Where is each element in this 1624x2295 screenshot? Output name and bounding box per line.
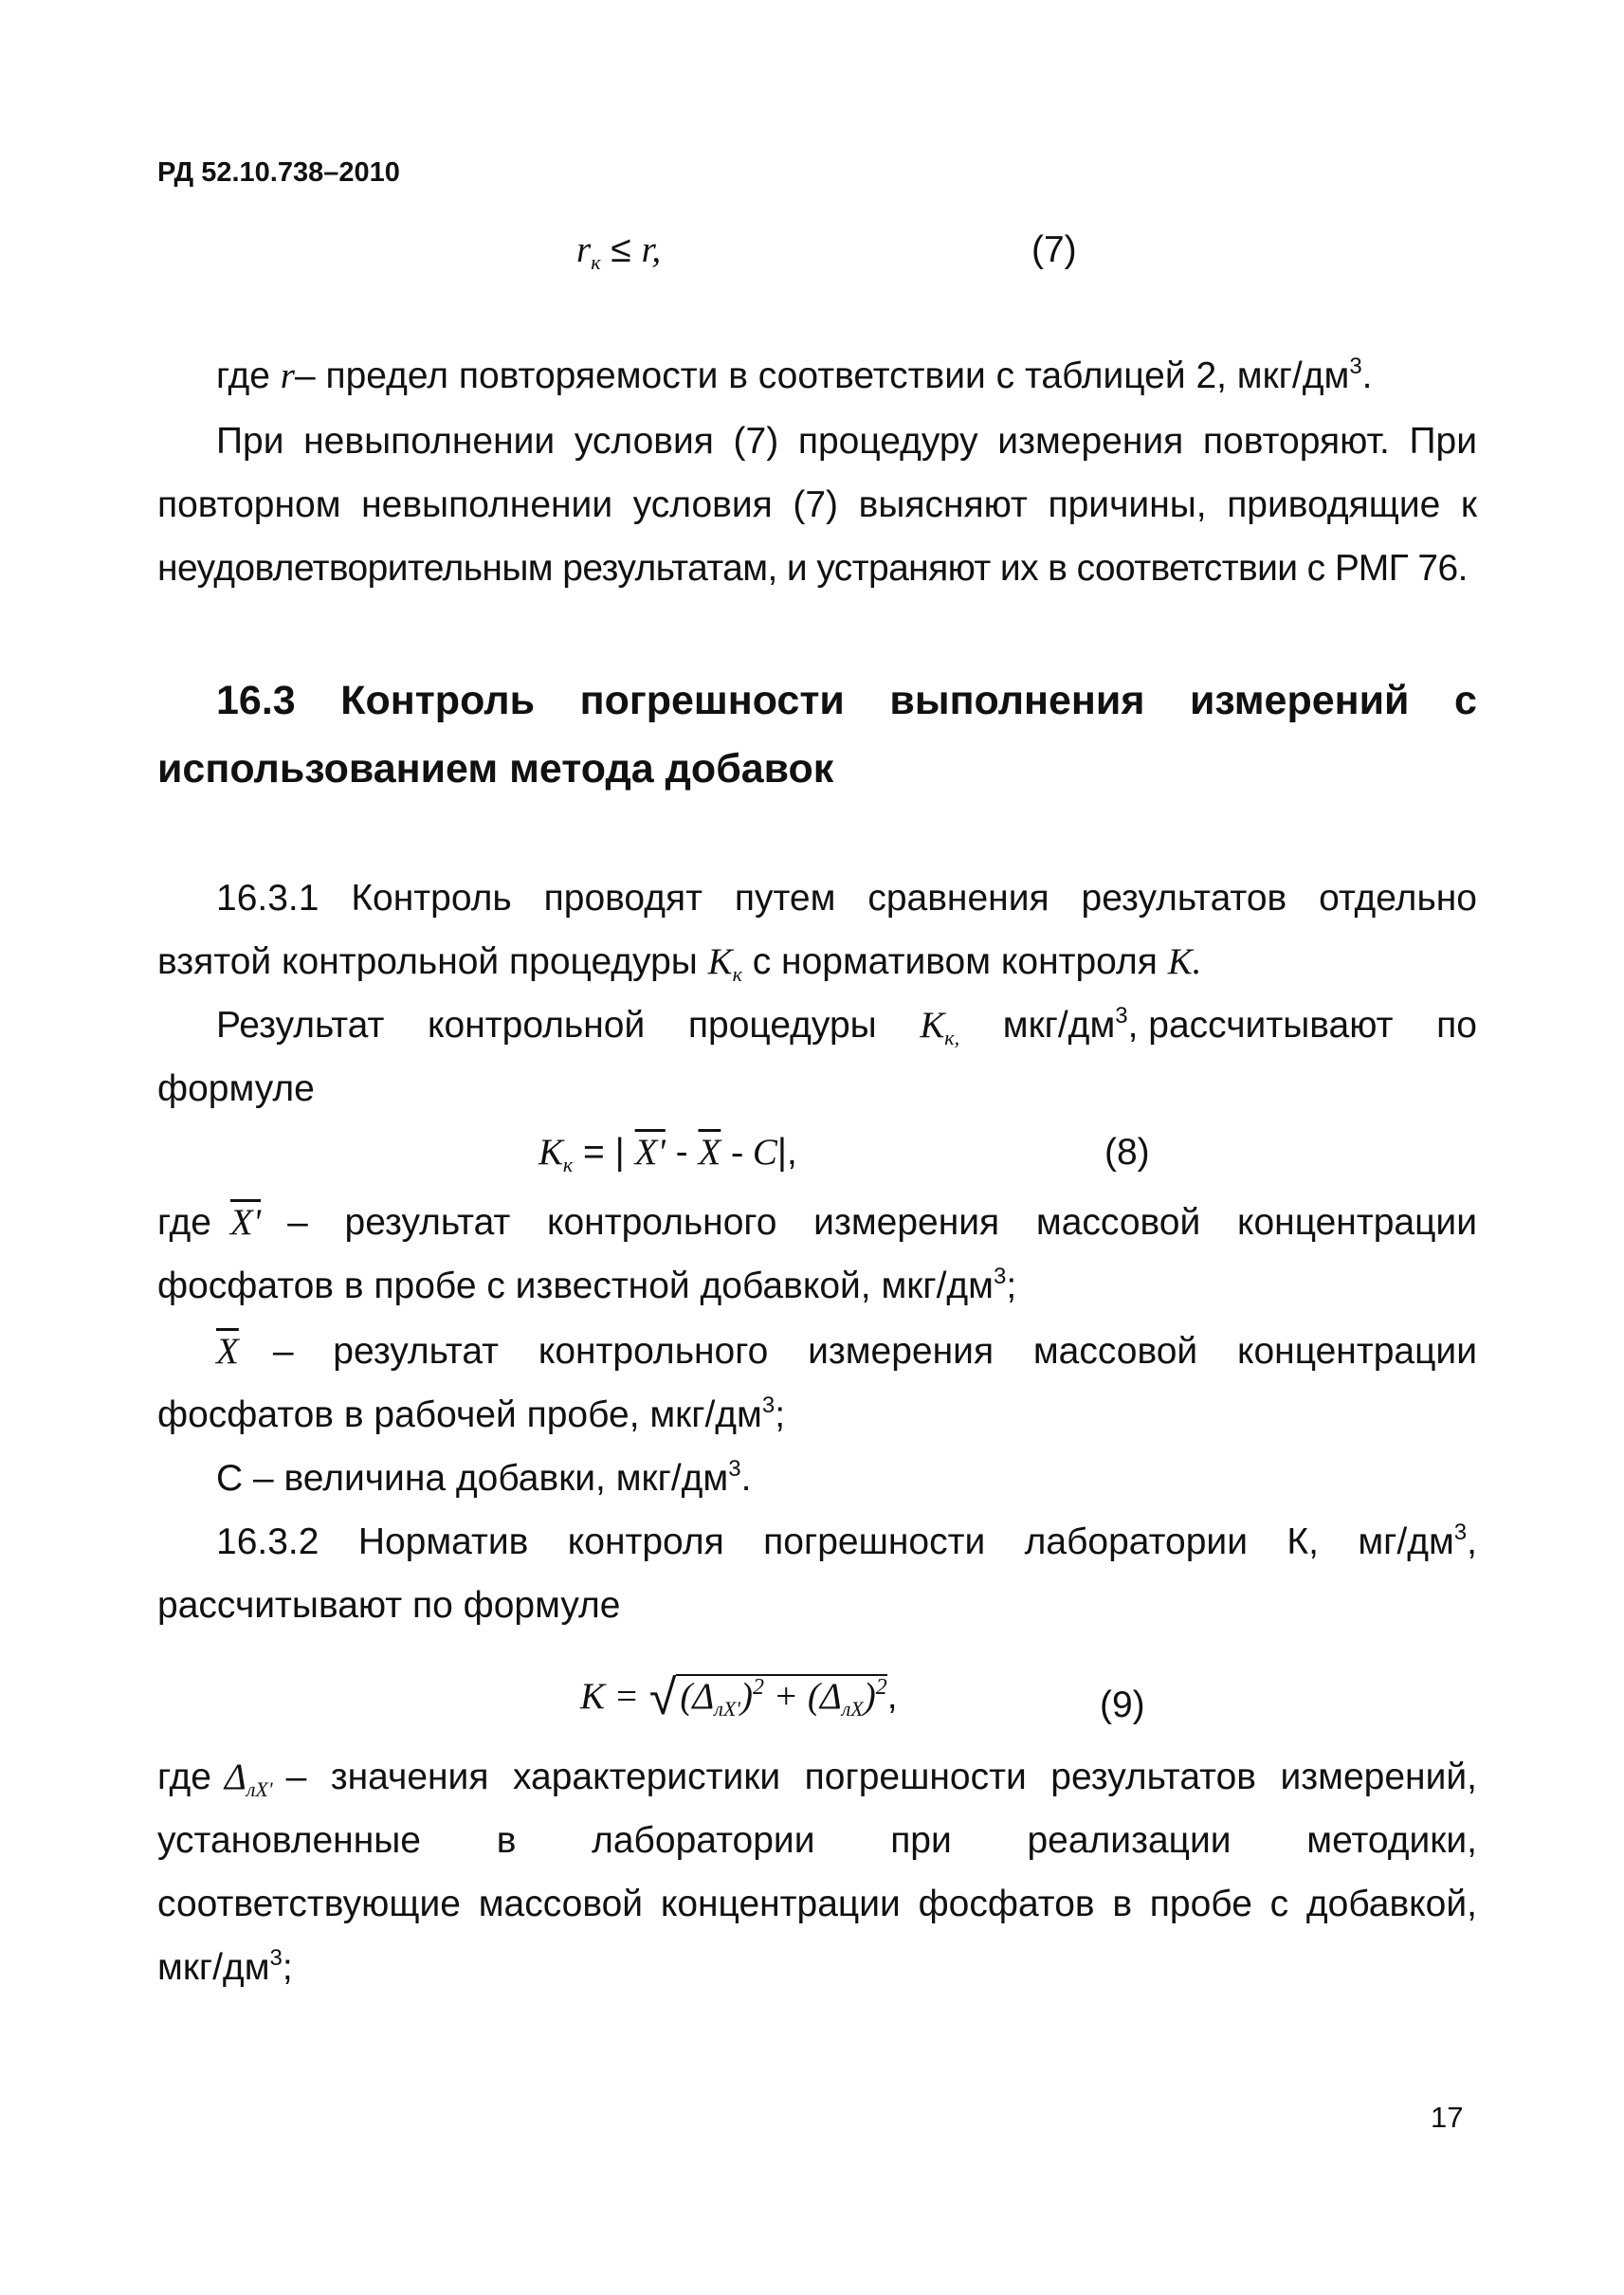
def-xprime-line-1: где X' – результат контрольного измерения массовой концентрации [157, 1202, 1477, 1243]
formula-9-number: (9) [1100, 1685, 1145, 1725]
formula-7-r: r, [641, 229, 662, 270]
def-delta-line-1: где $\Delta_{лX'}$ – значения характеристики погрешности результатов измерений, [157, 1757, 1477, 1801]
r-definition: где r– предел повторяемости в соответствии с таблицей 2, мкг/$дм^3$. [216, 354, 1373, 396]
def-x-line-2: фосфатов в рабочей пробе, мкг/$дм^3$; [157, 1393, 786, 1435]
paragraph-1632-line-2: рассчитывают по формуле [157, 1585, 621, 1626]
paragraph-repeat-line-3: неудовлетворительным результатам, и устраняют их в соответствии с РМГ 76. [157, 548, 1468, 589]
page-number: 17 [1431, 2101, 1464, 2134]
paragraph-repeat-line-1: При невыполнении условия (7) процедуру измерения повторяют. При [216, 423, 1477, 462]
formula-9: К = √ $(\Delta_{лX'})^2 + (\Delta_{лX})^2$, [580, 1670, 898, 1725]
def-x-line-1: $\overline{X}$ – результат контрольного измерения массовой концентрации [216, 1331, 1477, 1372]
section-heading-line-1: 16.3 Контроль погрешности выполнения измерений с [216, 678, 1477, 723]
sqrt-icon: √ [648, 1670, 677, 1725]
paragraph-1631-line-2: взятой контрольной процедуры $К_к$ с нормативом контроля К. [157, 941, 1202, 986]
def-delta-line-3: соответствующие массовой концентрации фосфатов в пробе с добавкой, [157, 1885, 1477, 1924]
paragraph-1631-line-4: формуле [157, 1068, 315, 1109]
formula-7-le: ≤ [611, 229, 631, 270]
def-c: C – величина добавки, мкг/$дм^3$. [216, 1456, 752, 1499]
paragraph-1631-line-3: Результат контрольной процедуры $К_{к,}$ мкг/$дм^3$, рассчитывают по [216, 1003, 1477, 1049]
def-delta-line-4: мкг/$дм^3$; [157, 1945, 293, 1988]
document-code: РД 52.10.738–2010 [157, 157, 400, 188]
formula-8: $К_к$ = | X' - $\overline{X} - C|$, [538, 1132, 797, 1176]
formula-7 [576, 229, 662, 274]
def-xprime-line-2: фосфатов в пробе с известной добавкой, мкг/$дм^3$; [157, 1264, 1017, 1306]
def-delta-line-2: установленные в лаборатории при реализации методики, [157, 1820, 1477, 1861]
section-heading-line-2: использованием метода добавок [157, 746, 834, 792]
paragraph-1632-line-1: 16.3.2 Норматив контроля погрешности лаборатории К, $мг/дм^3$, [216, 1520, 1477, 1562]
paragraph-1631-line-1: 16.3.1 Контроль проводят путем сравнения результатов отдельно [216, 880, 1477, 919]
formula-8-number: (8) [1104, 1132, 1150, 1173]
paragraph-repeat-line-2: повторном невыполнении условия (7) выясняют причины, приводящие к [157, 486, 1477, 525]
formula-7-rk: $r_к$ [576, 229, 601, 274]
formula-7-number: (7) [1031, 229, 1077, 270]
